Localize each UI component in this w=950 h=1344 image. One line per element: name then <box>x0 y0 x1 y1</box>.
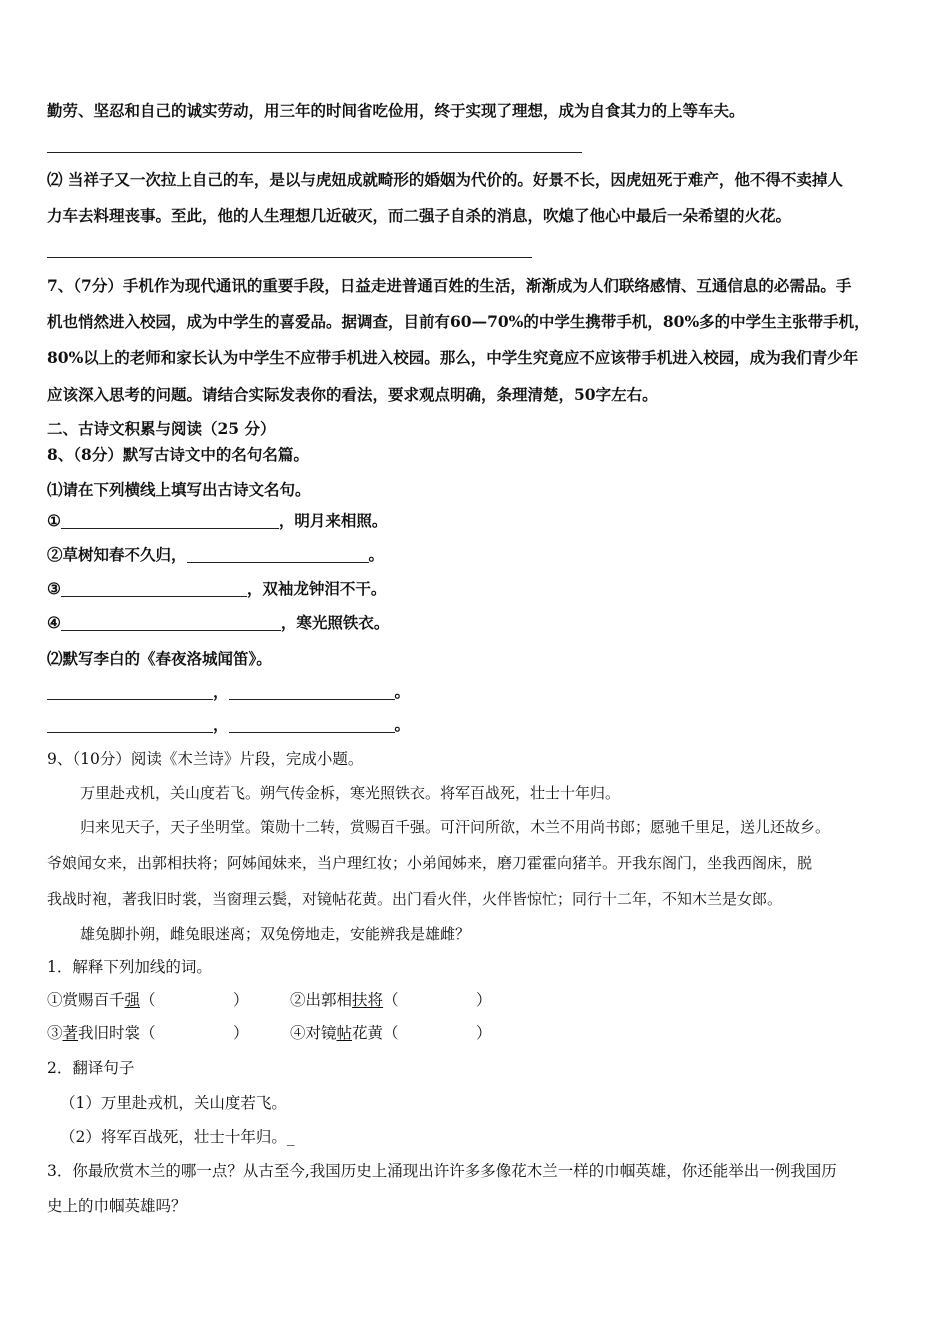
passage-line: 力车去料理丧事。至此，他的人生理想几近破灭，而二强子自杀的消息，吹熄了他心中最后一朵希望的火花。 <box>47 206 792 225</box>
item-text: ，双袖龙钟泪不干。 <box>246 579 387 598</box>
item-number: ④ <box>47 613 61 632</box>
item-text: ④对镜 <box>290 1024 337 1042</box>
sub-question-3-cont: 史上的巾帼英雄吗？ <box>47 1197 187 1215</box>
fill-blank[interactable] <box>61 580 247 597</box>
fill-blank[interactable] <box>61 512 279 529</box>
item-text: ③ <box>47 1024 63 1042</box>
underlined-word: 扶将 <box>352 991 384 1009</box>
answer-paren[interactable]: （ ） <box>383 1024 492 1042</box>
fill-blank[interactable] <box>229 683 395 700</box>
item-number: ③ <box>47 579 61 598</box>
period: 。 <box>394 715 411 734</box>
question-7-line: 应该深入思考的问题。请结合实际发表你的看法，要求观点明确，条理清楚，50字左右。 <box>47 385 658 404</box>
section-heading: 二、古诗文积累与阅读（25 分） <box>47 419 276 438</box>
sub-question-2: 2．翻译句子 <box>47 1059 135 1077</box>
passage-line: 爷娘闻女来，出郭相扶将；阿姊闻妹来，当户理红妆；小弟闻姊来，磨刀霍霍向猪羊。开我东阁门，坐我西阁床，脱 <box>47 854 813 872</box>
fill-blank[interactable] <box>47 683 213 700</box>
fill-blank[interactable] <box>187 546 369 563</box>
item-text: 。 <box>368 545 385 564</box>
sub-question-1: 1．解释下列加线的词。 <box>47 958 212 976</box>
item-text: ，寒光照铁衣。 <box>280 613 390 632</box>
poem-blank-line <box>47 716 410 735</box>
answer-paren[interactable]: （ ） <box>140 991 249 1009</box>
word-item-2 <box>290 991 492 1010</box>
fill-blank[interactable] <box>229 716 395 733</box>
comma: ， <box>213 715 229 734</box>
translate-item-2: （2）将军百战死，壮士十年归。_ <box>60 1128 295 1146</box>
fill-item-2 <box>47 546 384 565</box>
answer-paren[interactable]: （ ） <box>383 991 492 1009</box>
item-text: ②草树知春不久归， <box>47 545 187 564</box>
item-text: 我旧时裳 <box>78 1024 141 1042</box>
item-text: ①赏赐百千 <box>47 991 125 1009</box>
item-text: ②出郭相 <box>290 991 353 1009</box>
passage-line: 万里赴戎机，关山度若飞。朔气传金柝，寒光照铁衣。将军百战死，壮士十年归。 <box>80 784 621 802</box>
passage-line: 雄兔脚扑朔，雌兔眼迷离；双兔傍地走，安能辨我是雄雌？ <box>80 925 471 943</box>
period: 。 <box>394 682 411 701</box>
answer-line <box>47 152 582 153</box>
word-item-1 <box>47 991 249 1010</box>
question-8-sub2: ⑵默写李白的《春夜洛城闻笛》。 <box>47 649 272 668</box>
question-7-line: 7、（7分）手机作为现代通讯的重要手段，日益走进普通百姓的生活，渐渐成为人们联络感情、互通信息的必需品。手 <box>47 276 852 295</box>
fill-item-4 <box>47 614 389 633</box>
fill-item-1 <box>47 512 387 531</box>
answer-line <box>47 257 532 258</box>
item-number: ① <box>47 511 61 530</box>
passage-line: 我战时袍，著我旧时裳，当窗理云鬓，对镜帖花黄。出门看火伴，火伴皆惊忙；同行十二年，不知木兰是女郎。 <box>47 890 783 908</box>
question-9-title: 9、（10分）阅读《木兰诗》片段，完成小题。 <box>47 750 364 768</box>
underlined-word: 著 <box>62 1024 79 1042</box>
answer-paren[interactable]: （ ） <box>140 1024 249 1042</box>
passage-line: ⑵ 当祥子又一次拉上自己的车，是以与虎妞成就畸形的婚姻为代价的。好景不长，因虎妞死于难产，他不得不卖掉人 <box>47 170 843 189</box>
word-item-3 <box>47 1024 249 1043</box>
question-7-line: 机也悄然进入校园，成为中学生的喜爱品。据调查，目前有60—70%的中学生携带手机，80%多的中学生主张带手机， <box>47 312 870 331</box>
poem-blank-line <box>47 683 410 702</box>
passage-line: 归来见天子，天子坐明堂。策勋十二转，赏赐百千强。可汗问所欲，木兰不用尚书郎；愿驰千里足，送儿还故乡。 <box>80 818 831 836</box>
underlined-word: 强 <box>124 991 141 1009</box>
item-text: ，明月来相照。 <box>278 511 388 530</box>
question-8-sub1: ⑴请在下列横线上填写出古诗文名句。 <box>47 480 311 499</box>
word-item-4 <box>290 1024 492 1043</box>
passage-line: 勤劳、坚忍和自己的诚实劳动，用三年的时间省吃俭用，终于实现了理想，成为自食其力的上等车夫。 <box>47 101 745 120</box>
translate-item-1: （1）万里赴戎机，关山度若飞。 <box>60 1094 287 1112</box>
sub-question-3: 3．你最欣赏木兰的哪一点？从古至今,我国历史上涌现出许许多多像花木兰一样的巾帼英雄，你还能举出一例我国历 <box>47 1162 837 1180</box>
question-8-title: 8、（8分）默写古诗文中的名句名篇。 <box>47 445 309 464</box>
fill-blank[interactable] <box>61 614 281 631</box>
fill-item-3 <box>47 580 386 599</box>
comma: ， <box>213 682 229 701</box>
item-text: 花黄 <box>352 1024 384 1042</box>
underlined-word: 帖 <box>336 1024 353 1042</box>
fill-blank[interactable] <box>47 716 213 733</box>
question-7-line: 80%以上的老师和家长认为中学生不应带手机进入校园。那么，中学生究竟应不应该带手机进入校园，成为我们青少年 <box>47 348 859 367</box>
